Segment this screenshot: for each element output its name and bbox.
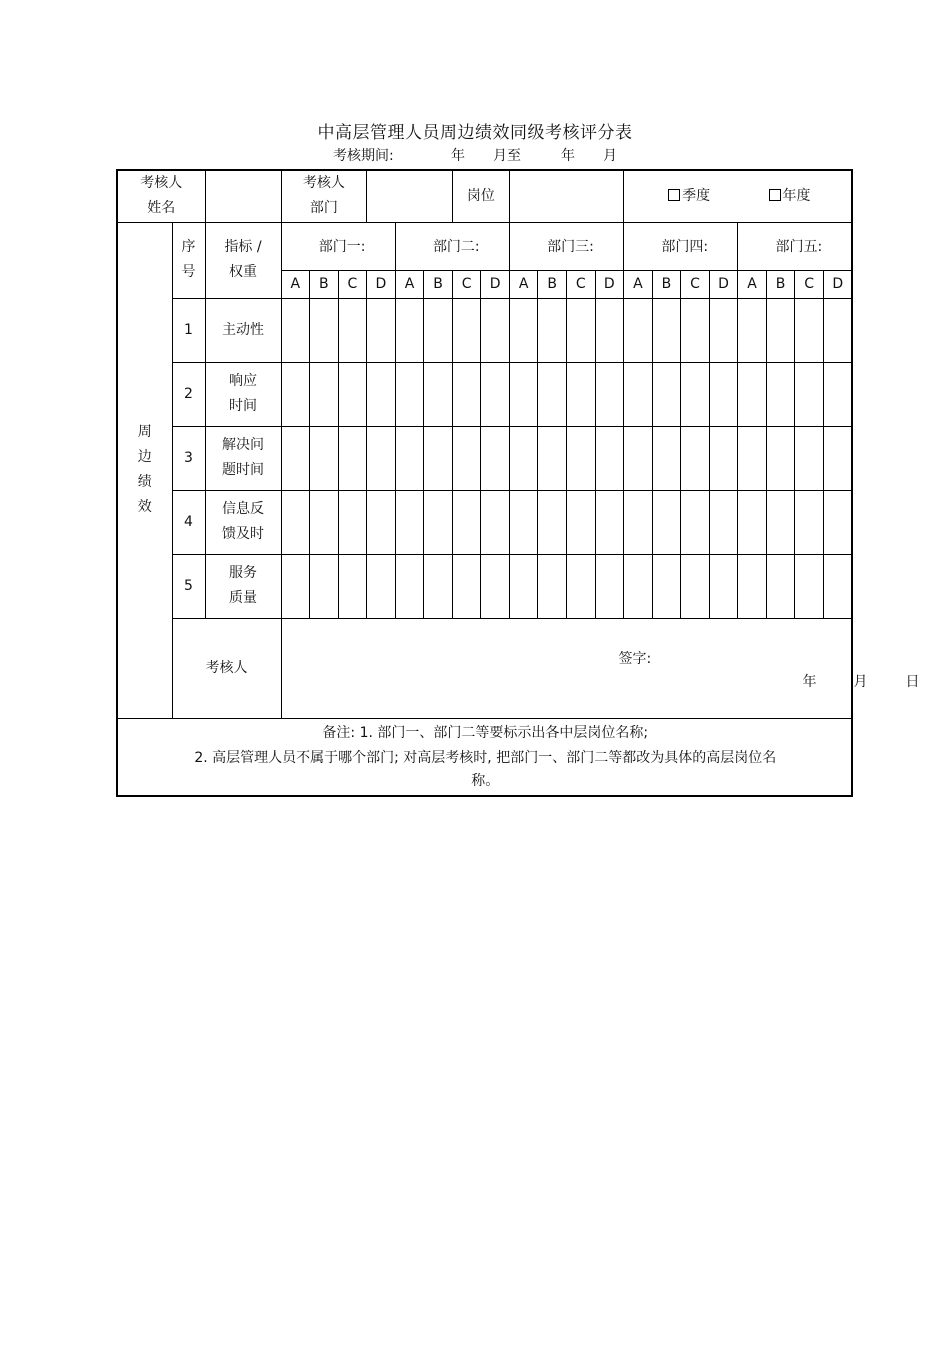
score-cell[interactable] bbox=[452, 490, 481, 554]
score-cell[interactable] bbox=[795, 426, 824, 490]
score-cell[interactable] bbox=[823, 362, 852, 426]
score-cell[interactable] bbox=[281, 554, 310, 618]
form-title: 中高层管理人员周边绩效同级考核评分表 bbox=[317, 123, 633, 143]
score-cell[interactable] bbox=[795, 362, 824, 426]
reviewer-dept-field[interactable] bbox=[367, 170, 453, 222]
score-cell[interactable] bbox=[452, 298, 481, 362]
score-cell[interactable] bbox=[452, 362, 481, 426]
score-cell[interactable] bbox=[538, 362, 567, 426]
grade-d: D bbox=[823, 270, 852, 298]
indicator-row-2 bbox=[117, 362, 852, 426]
signature-row bbox=[117, 618, 852, 718]
grade-b: B bbox=[424, 270, 453, 298]
row-number: 1 bbox=[172, 298, 205, 362]
score-cell[interactable] bbox=[567, 490, 596, 554]
notes bbox=[117, 718, 852, 796]
score-cell[interactable] bbox=[310, 298, 339, 362]
score-cell[interactable] bbox=[567, 362, 596, 426]
score-cell[interactable] bbox=[595, 490, 624, 554]
score-cell[interactable] bbox=[395, 554, 424, 618]
sign-year: 年 bbox=[802, 673, 817, 690]
dept-3-header[interactable]: 部门三: bbox=[509, 222, 623, 270]
note-line-1: 备注: 1. 部门一、部门二等要标示出各中层岗位名称; bbox=[322, 724, 649, 741]
grade-c: C bbox=[567, 270, 596, 298]
score-cell[interactable] bbox=[538, 554, 567, 618]
grade-b: B bbox=[652, 270, 681, 298]
score-cell[interactable] bbox=[738, 298, 767, 362]
period-year-from: 年 bbox=[451, 148, 465, 164]
score-cell[interactable] bbox=[652, 490, 681, 554]
indicator-name: 响应 时间 bbox=[205, 362, 281, 426]
score-cell[interactable] bbox=[738, 490, 767, 554]
score-cell[interactable] bbox=[795, 298, 824, 362]
grade-d: D bbox=[595, 270, 624, 298]
quarter-option[interactable] bbox=[668, 184, 710, 209]
score-cell[interactable] bbox=[310, 490, 339, 554]
score-cell[interactable] bbox=[538, 298, 567, 362]
note-line-3: 称。 bbox=[471, 772, 500, 789]
score-cell[interactable] bbox=[823, 298, 852, 362]
grade-a: A bbox=[624, 270, 653, 298]
score-cell[interactable] bbox=[424, 426, 453, 490]
score-cell[interactable] bbox=[395, 426, 424, 490]
score-cell[interactable] bbox=[595, 298, 624, 362]
grade-c: C bbox=[338, 270, 367, 298]
score-cell[interactable] bbox=[681, 426, 710, 490]
score-cell[interactable] bbox=[281, 298, 310, 362]
score-cell[interactable] bbox=[766, 362, 795, 426]
note-line-2: 2. 高层管理人员不属于哪个部门; 对高层考核时, 把部门一、部门二等都改为具体的高层岗位名 bbox=[194, 749, 777, 766]
signature-area[interactable] bbox=[281, 618, 920, 718]
score-cell[interactable] bbox=[709, 490, 738, 554]
dept-4-header[interactable]: 部门四: bbox=[624, 222, 738, 270]
score-cell[interactable] bbox=[424, 298, 453, 362]
grade-a: A bbox=[509, 270, 538, 298]
annual-checkbox[interactable] bbox=[769, 189, 781, 201]
score-cell[interactable] bbox=[652, 298, 681, 362]
evaluation-table bbox=[116, 169, 920, 797]
grade-c: C bbox=[795, 270, 824, 298]
score-cell[interactable] bbox=[538, 426, 567, 490]
score-cell[interactable] bbox=[595, 362, 624, 426]
score-cell[interactable] bbox=[538, 490, 567, 554]
score-cell[interactable] bbox=[481, 362, 510, 426]
score-cell[interactable] bbox=[795, 554, 824, 618]
header-row bbox=[117, 170, 852, 222]
indicator-row-1 bbox=[117, 298, 852, 362]
score-cell[interactable] bbox=[652, 554, 681, 618]
score-cell[interactable] bbox=[766, 426, 795, 490]
dept-1-header[interactable]: 部门一: bbox=[281, 222, 395, 270]
score-cell[interactable] bbox=[766, 490, 795, 554]
score-cell[interactable] bbox=[338, 490, 367, 554]
indicator-header: 指标 / 权重 bbox=[205, 222, 281, 298]
score-cell[interactable] bbox=[281, 362, 310, 426]
score-cell[interactable] bbox=[567, 298, 596, 362]
period-month-to: 月至 bbox=[493, 148, 521, 164]
score-cell[interactable] bbox=[395, 490, 424, 554]
score-cell[interactable] bbox=[766, 554, 795, 618]
period-type-options bbox=[624, 170, 852, 222]
score-cell[interactable] bbox=[310, 554, 339, 618]
score-cell[interactable] bbox=[509, 426, 538, 490]
score-cell[interactable] bbox=[367, 298, 396, 362]
score-cell[interactable] bbox=[281, 490, 310, 554]
score-cell[interactable] bbox=[709, 298, 738, 362]
score-cell[interactable] bbox=[395, 362, 424, 426]
score-cell[interactable] bbox=[624, 490, 653, 554]
score-cell[interactable] bbox=[481, 554, 510, 618]
department-row bbox=[117, 222, 852, 270]
sign-day: 日 bbox=[905, 673, 920, 690]
indicator-row-5 bbox=[117, 554, 852, 618]
score-cell[interactable] bbox=[481, 426, 510, 490]
score-cell[interactable] bbox=[367, 490, 396, 554]
period-month: 月 bbox=[603, 148, 617, 164]
score-cell[interactable] bbox=[452, 554, 481, 618]
score-cell[interactable] bbox=[823, 426, 852, 490]
grade-b: B bbox=[766, 270, 795, 298]
score-cell[interactable] bbox=[281, 426, 310, 490]
score-cell[interactable] bbox=[452, 426, 481, 490]
seq-header: 序 号 bbox=[172, 222, 205, 298]
indicator-name: 信息反 馈及时 bbox=[205, 490, 281, 554]
score-cell[interactable] bbox=[738, 362, 767, 426]
score-cell[interactable] bbox=[338, 426, 367, 490]
reviewer-dept-label: 考核人 部门 bbox=[281, 170, 367, 222]
grade-c: C bbox=[681, 270, 710, 298]
score-cell[interactable] bbox=[367, 362, 396, 426]
quarter-label: 季度 bbox=[682, 187, 711, 204]
sign-label: 签字: bbox=[618, 650, 652, 667]
row-number: 5 bbox=[172, 554, 205, 618]
score-cell[interactable] bbox=[681, 490, 710, 554]
score-cell[interactable] bbox=[681, 554, 710, 618]
grade-b: B bbox=[538, 270, 567, 298]
score-cell[interactable] bbox=[509, 490, 538, 554]
score-cell[interactable] bbox=[367, 554, 396, 618]
annual-label: 年度 bbox=[782, 187, 811, 204]
category-label: 周 边 绩 效 bbox=[117, 222, 172, 718]
score-cell[interactable] bbox=[367, 426, 396, 490]
grade-c: C bbox=[452, 270, 481, 298]
grade-a: A bbox=[738, 270, 767, 298]
score-cell[interactable] bbox=[310, 426, 339, 490]
score-cell[interactable] bbox=[509, 298, 538, 362]
score-cell[interactable] bbox=[681, 362, 710, 426]
annual-option[interactable] bbox=[769, 184, 811, 209]
period-year-to: 年 bbox=[561, 148, 575, 164]
score-cell[interactable] bbox=[709, 554, 738, 618]
score-cell[interactable] bbox=[624, 298, 653, 362]
score-cell[interactable] bbox=[567, 554, 596, 618]
score-cell[interactable] bbox=[766, 298, 795, 362]
score-cell[interactable] bbox=[624, 554, 653, 618]
score-cell[interactable] bbox=[395, 298, 424, 362]
grade-a: A bbox=[395, 270, 424, 298]
dept-2-header[interactable]: 部门二: bbox=[395, 222, 509, 270]
score-cell[interactable] bbox=[652, 426, 681, 490]
score-cell[interactable] bbox=[338, 298, 367, 362]
grade-d: D bbox=[709, 270, 738, 298]
notes-row bbox=[117, 718, 852, 796]
score-cell[interactable] bbox=[652, 362, 681, 426]
score-cell[interactable] bbox=[310, 362, 339, 426]
sign-month: 月 bbox=[853, 673, 868, 690]
score-cell[interactable] bbox=[738, 554, 767, 618]
row-number: 4 bbox=[172, 490, 205, 554]
row-number: 3 bbox=[172, 426, 205, 490]
score-cell[interactable] bbox=[424, 554, 453, 618]
indicator-name: 主动性 bbox=[205, 298, 281, 362]
score-cell[interactable] bbox=[509, 554, 538, 618]
score-cell[interactable] bbox=[338, 362, 367, 426]
score-cell[interactable] bbox=[424, 490, 453, 554]
score-cell[interactable] bbox=[338, 554, 367, 618]
score-cell[interactable] bbox=[567, 426, 596, 490]
score-cell[interactable] bbox=[595, 554, 624, 618]
score-cell[interactable] bbox=[738, 426, 767, 490]
grade-d: D bbox=[481, 270, 510, 298]
period-label: 考核期间: bbox=[333, 148, 394, 164]
score-cell[interactable] bbox=[595, 426, 624, 490]
score-cell[interactable] bbox=[823, 490, 852, 554]
score-cell[interactable] bbox=[823, 554, 852, 618]
indicator-row-4 bbox=[117, 490, 852, 554]
score-cell[interactable] bbox=[509, 362, 538, 426]
grade-a: A bbox=[281, 270, 310, 298]
grade-b: B bbox=[310, 270, 339, 298]
reviewer-name-field[interactable] bbox=[205, 170, 281, 222]
score-cell[interactable] bbox=[481, 490, 510, 554]
score-cell[interactable] bbox=[795, 490, 824, 554]
indicator-name: 服务 质量 bbox=[205, 554, 281, 618]
score-cell[interactable] bbox=[709, 362, 738, 426]
score-cell[interactable] bbox=[709, 426, 738, 490]
row-number: 2 bbox=[172, 362, 205, 426]
reviewer-name-label: 考核人 姓名 bbox=[117, 170, 205, 222]
reviewer-label: 考核人 bbox=[172, 618, 281, 718]
score-cell[interactable] bbox=[624, 426, 653, 490]
dept-5-header[interactable]: 部门五: bbox=[738, 222, 852, 270]
score-cell[interactable] bbox=[481, 298, 510, 362]
grade-d: D bbox=[367, 270, 396, 298]
position-label: 岗位 bbox=[452, 170, 509, 222]
indicator-row-3 bbox=[117, 426, 852, 490]
score-cell[interactable] bbox=[681, 298, 710, 362]
position-field[interactable] bbox=[509, 170, 623, 222]
score-cell[interactable] bbox=[624, 362, 653, 426]
indicator-name: 解决问 题时间 bbox=[205, 426, 281, 490]
score-cell[interactable] bbox=[424, 362, 453, 426]
quarter-checkbox[interactable] bbox=[668, 189, 680, 201]
